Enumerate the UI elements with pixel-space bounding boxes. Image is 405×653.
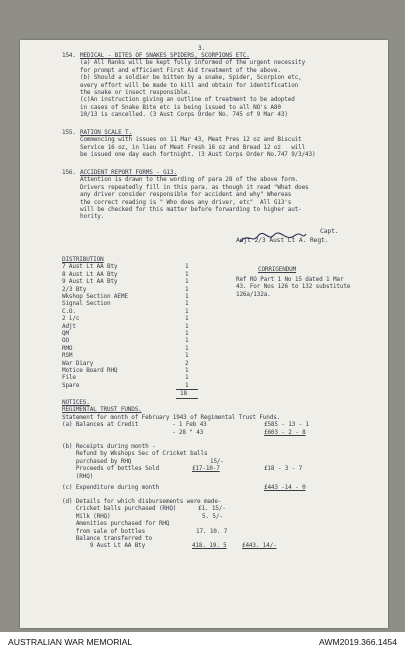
distribution-unit: Adjt xyxy=(62,322,76,330)
item-154-line: the snake or insect responsible. xyxy=(80,89,191,96)
balance-date: - 28 " 43 xyxy=(172,428,204,436)
balance-date: - 1 Feb 43 xyxy=(172,421,207,429)
signature-stroke xyxy=(238,230,308,246)
distribution-qty: 1 xyxy=(185,352,189,360)
item-154-line: (a) All Ranks will be kept fully informed of the urgent necessity xyxy=(80,59,306,67)
expenditure-label: (c) Expenditure during month xyxy=(62,484,159,491)
details-line: Amenities purchased for RHQ xyxy=(62,520,170,528)
distribution-unit: 2 i/c xyxy=(62,315,80,323)
distribution-qty: 1 xyxy=(185,330,189,337)
distribution-total: 18 xyxy=(180,390,187,397)
distribution-unit: 2/3 Bty xyxy=(62,285,87,293)
item-154-line: for prompt and efficient First Aid treatment of the above. xyxy=(80,66,281,74)
receipts-line: Refund by Wkshops Sec of Cricket balls xyxy=(62,450,208,458)
distribution-unit: OO xyxy=(62,337,69,345)
details-line: 9 Aust Lt AA Bty xyxy=(62,542,146,550)
receipts-bottles-value: £17-10-7 xyxy=(192,465,220,473)
item-156-line: Drivers repeatedly fill in this para. as though it read "What does xyxy=(80,183,309,191)
item-154-line: every effort will be made to kill and obtain for identification xyxy=(80,81,299,89)
document-page xyxy=(20,40,388,628)
distribution-unit: RMO xyxy=(62,344,73,352)
trust-funds-heading: REGIMENTAL TRUST FUNDS. xyxy=(62,406,142,414)
item-154-number: 154. xyxy=(62,52,76,59)
details-line: Balance transferred to xyxy=(62,535,153,542)
distribution-unit: 7 Aust Lt AA Bty xyxy=(62,263,118,271)
distribution-qty: 1 xyxy=(185,337,189,345)
distribution-qty: 1 xyxy=(185,270,189,278)
expenditure-value: £443 -14 - 0 xyxy=(264,484,306,491)
distribution-unit: Signal Section xyxy=(62,300,111,308)
notices-heading: NOTICES. xyxy=(62,399,90,406)
item-156-number: 156. xyxy=(62,169,76,176)
distribution-unit: War Diary xyxy=(62,359,94,367)
distribution-qty: 1 xyxy=(185,300,189,308)
balance-amount: £603 - 2 - 8 xyxy=(264,428,306,436)
details-milk-value: 5. 5/- xyxy=(202,512,223,520)
distribution-unit: Motice Board RHQ xyxy=(62,367,118,374)
receipts-line: (RHQ) xyxy=(62,472,94,480)
corrigendum-line: Ref RO Part 1 No 15 dated 1 Mar xyxy=(236,276,344,283)
receipts-cricket-value: 15/- xyxy=(210,457,224,465)
details-line: from sale of bottles xyxy=(62,527,146,535)
item-154-line: (c)An instruction giving an outline of treatment to be adopted xyxy=(80,96,295,104)
distribution-total-underline xyxy=(176,398,198,399)
distribution-qty: 1 xyxy=(185,344,189,352)
trust-funds-intro: Statement for month of February 1943 of Regimental Trust Funds. xyxy=(62,413,281,421)
details-line: Milk (RHQ) xyxy=(62,512,111,520)
distribution-unit: File xyxy=(62,374,76,382)
distribution-heading: DISTRIBUTION xyxy=(62,256,104,263)
details-cricket-value: £1. 15/- xyxy=(198,505,226,513)
receipts-line: purchased by RHQ xyxy=(62,457,132,465)
details-line: Cricket balls purchased (RHQ) xyxy=(62,505,177,513)
receipts-total: £18 - 3 - 7 xyxy=(264,465,303,473)
distribution-qty: 1 xyxy=(185,381,189,389)
item-155-number: 155. xyxy=(62,129,76,136)
distribution-qty: 1 xyxy=(185,367,189,374)
receipts-line: (b) Receipts during month - xyxy=(62,443,156,450)
item-155-line: be issued one day each fortnight. (3 Aust Corps Order No.747 9/3/43) xyxy=(80,151,316,159)
item-154-line: 10/13 is cancelled. (3 Aust Corps Order No. 745 of 9 Mar 43) xyxy=(80,111,288,119)
corrigendum-heading: CORRIGENDUM xyxy=(258,266,297,273)
item-156-line: Attention is drawn to the wording of para 28 of the above form. xyxy=(80,176,299,184)
item-155-line: Commencing with issues on 11 Mar 43, Meat Pres 12 oz and Biscuit xyxy=(80,136,302,144)
distribution-qty: 1 xyxy=(185,322,189,330)
receipts-line: Proceeds of bottles Sold xyxy=(62,465,159,473)
item-155-heading: RATION SCALE T. xyxy=(80,129,132,136)
balance-amount: £585 - 13 - 1 xyxy=(264,421,310,429)
archive-footer xyxy=(0,632,405,653)
item-156-heading: ACCIDENT REPORT FORMS - G13. xyxy=(80,169,177,176)
details-total: £443. 14/- xyxy=(242,542,277,550)
distribution-unit: RSM xyxy=(62,352,73,360)
distribution-qty: 1 xyxy=(185,278,189,286)
item-156-line: hority. xyxy=(80,213,105,221)
distribution-qty: 2 xyxy=(185,359,189,367)
distribution-qty: 1 xyxy=(185,307,189,315)
item-154-line: in cases of Snake Bite etc is being issued to all NO's A80 xyxy=(80,103,281,111)
distribution-unit: Spare xyxy=(62,381,80,389)
item-154-heading: MEDICAL - BITES OF SNAKES SPIDERS, SCORPIONS ETC. xyxy=(80,52,250,59)
distribution-unit: Wkshop Section AEME xyxy=(62,293,128,300)
distribution-unit: C.O. xyxy=(62,307,76,315)
distribution-qty: 1 xyxy=(185,315,189,323)
item-155-line: Service 16 oz, in lieu of Meat Fresh 16 oz and Bread 12 oz will xyxy=(80,143,306,151)
details-amenities-value: 17. 10. 7 xyxy=(196,527,228,535)
item-156-line: will be checked for this matter before forwarding to higher aut- xyxy=(80,206,302,213)
item-154-line: (b) Should a soldier be bitten by a snake, Spider, Scorpion etc, xyxy=(80,74,302,82)
distribution-unit: 9 Aust Lt AA Bty xyxy=(62,278,118,286)
distribution-unit: QM xyxy=(62,330,69,337)
distribution-qty: 1 xyxy=(185,263,189,271)
distribution-qty: 1 xyxy=(185,285,189,293)
corrigendum-line: 126a/132a. xyxy=(236,290,271,298)
item-156-line: any driver consider responsible for accident and why" Whereas xyxy=(80,191,292,199)
distribution-qty: 1 xyxy=(185,374,189,382)
distribution-unit: 8 Aust Lt AA Bty xyxy=(62,270,118,278)
details-line: (d) Details for which disbursements were made- xyxy=(62,498,222,505)
distribution-qty: 1 xyxy=(185,293,189,300)
footer-institution: AUSTRALIAN WAR MEMORIAL xyxy=(8,637,133,647)
page-number: 3. xyxy=(198,45,205,52)
item-156-line: the correct reading is " Who does any driver, etc" All G13's xyxy=(80,198,292,206)
balances-label: (a) Balances at Credit xyxy=(62,421,139,429)
footer-accession-number: AWM2019.366.1454 xyxy=(318,637,397,647)
details-balance-value: 418. 19. 5 xyxy=(192,542,227,550)
signature-rank: Capt. xyxy=(320,227,339,235)
corrigendum-line: 43. For Nos 126 to 132 substitute xyxy=(236,283,351,291)
signature-title: Adjt 2/3 Aust Lt A. Regt. xyxy=(236,236,329,244)
